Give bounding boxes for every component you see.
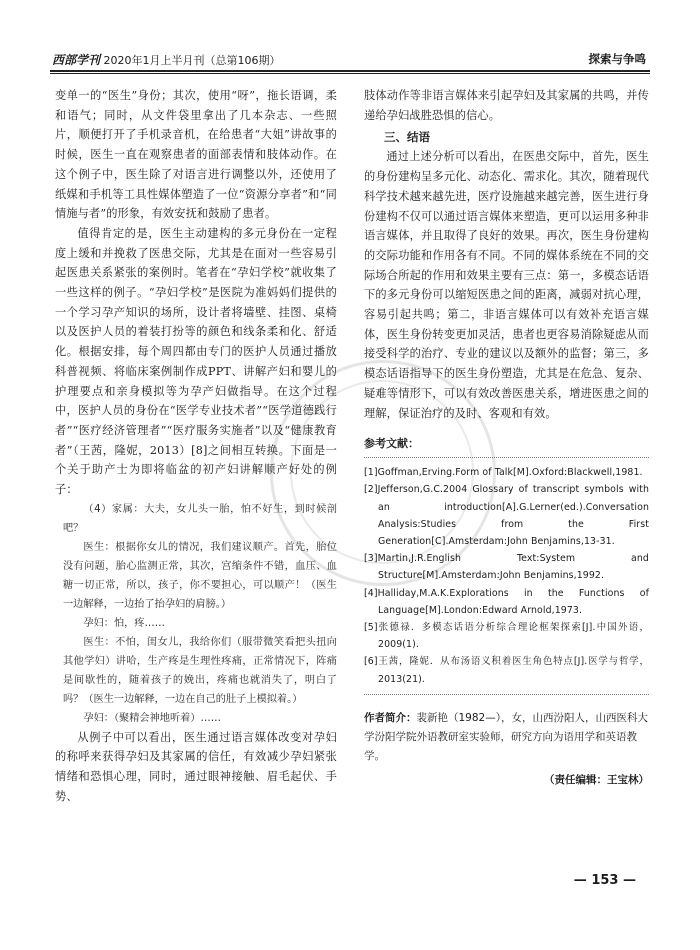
dialogue-line: （4）家属：大夫，女儿头一胎，怕不好生，到时候剖吧？ — [63, 503, 337, 534]
journal-brand: 西部学刊 — [52, 53, 101, 67]
paragraph: 值得肯定的是，医生主动建构的多元身份在一定程度上缓和并挽救了医患交际，尤其是在面对一些容易引起医患关系紧张的案例时。笔者在“孕妇学校”就收集了一些这样的例子。“孕妇学校”是医院为准妈妈们提供的一个学习孕产知识的场所，设计者将墙壁、挂图、桌椅以及医护人员的着装打扮等的颜色和线条柔和化、舒适化。根据安排，每个周四都由专门的医护人员通过播放科普视频、将临床案例制作成PPT、讲解产妇和婴儿的护理要点和亲身模拟等为孕产妇做指导。在这个过程中，医护人员的身份在“医学专业技术者”“医学道德践行者”“医疗经济管理者”“医疗服务实施者”以及“健康教育者”（王茜，隆妮，2013）[8]之间相互转换。下面是一个关于助产士为即将临盆的初产妇讲解顺产好处的例子： — [55, 226, 337, 497]
author-text: 裴新艳（1982—），女，山西汾阳人，山西医科大学汾阳学院外语教研室实验师，研究方向为语用学和英语教学。 — [364, 711, 648, 762]
paragraph: 肢体动作等非语言媒体来引起孕妇及其家属的共鸣，并传递给孕妇战胜恐惧的信心。 — [364, 89, 649, 122]
paragraph: 从例子中可以看出，医生通过语言媒体改变对孕妇的称呼来获得孕妇及其家属的信任，有效减少孕妇紧张情绪和恐惧心理，同时，通过眼神接触、眉毛起伏、手势、 — [55, 730, 337, 803]
reference-item: [3]Martin,J.R.English Text:System and Structure[M].Amsterdam:John Benjamins,1992. — [364, 553, 649, 582]
left-column — [55, 86, 337, 807]
page-number: — 153 — — [573, 873, 636, 888]
header-rule — [50, 70, 650, 72]
paragraph: 变单一的“医生”身份；其次，使用“呀”，拖长语调，柔和语气；同时，从文件袋里拿出了几本杂志、一些照片，顺便打开了手机录音机，在给患者“大姐”讲故事的时候，医生一直在观察患者的面部表情和肢体动作。在这个例子中，医生除了对语言进行调整以外，还使用了纸媒和手机等工具性媒体塑造了一位“资源分享者”和“同情施与者”的形象，有效安抚和鼓励了患者。 — [55, 89, 337, 221]
author-bio — [364, 709, 649, 766]
reference-item: [6]王茜，隆妮．从布汤语义积着医生角色特点[J].医学与哲学，2013(21). — [364, 656, 649, 685]
reference-item: [5]张德禄．多模态话语分析综合理论框架探索[J].中国外语，2009(1). — [364, 622, 649, 651]
dialogue-line: 医生：不怕，闺女儿，我给你们（服带微笑看把头扭向其他学妇）讲哈，生产疼是生理性疼痛，正常情况下，阵痛是间歇性的，随着孩子的娩出，疼痛也就消失了，明白了吗？（医生一边解释，一边在自己的肚子上模拟着。） — [63, 636, 337, 705]
reference-item: [1]Goffman,Erving.Form of Talk[M].Oxford:Blackwell,1981. — [364, 467, 643, 479]
paragraph: 通过上述分析可以看出，在医患交际中，首先，医生的身份建构呈多元化、动态化、需求化。其次，随着现代科学技术越来越先进，医疗设施越来越完善，医生进行身份建构不仅可以通过语言媒体来塑造，更可以运用多种非语言媒体，并且取得了良好的效果。再次，医生身份建构的交际功能和作用各有不同。不同的媒体系统在不同的交际场合所起的作用和效果主要有三点：第一，多模态话语下的多元身份可以缩短医患之间的距离，减弱对抗心理，容易引起共鸣；第二，非语言媒体可以有效补充语言媒体，医生身份转变更加灵活，患者也更容易消除疑虑从而接受科学的治疗、专业的建议以及额外的监督；第三，多模态话语指导下的医生身份塑造，尤其是在危急、复杂、疑难等情形下，可以有效改善医患关系，增进医患之间的理解，保证治疗的及时、客观和有效。 — [364, 150, 649, 420]
editor-credit: （责任编辑：王宝林） — [544, 773, 649, 786]
reference-list — [364, 464, 649, 688]
journal-issue: 2020年1月上半月刊（总第106期） — [103, 54, 281, 67]
divider — [364, 457, 649, 458]
dialogue-line: 医生：根据你女儿的情况，我们建议顺产。首先，胎位没有问题，胎心监测正常，其次，宫缩条件不错，血压、血糖一切正常，所以，孩子，你不要担心，可以顺产！（医生一边解释，一边抬了抬孕妇的肩膀。） — [63, 541, 337, 610]
reference-item: [4]Halliday,M.A.K.Explorations in the Functions of Language[M].London:Edward Arnold,1973. — [364, 587, 649, 616]
header-rule-thin — [50, 73, 650, 74]
author-label: 作者简介： — [364, 711, 417, 724]
right-column — [364, 86, 649, 787]
section-heading: 三、结语 — [384, 130, 430, 145]
dialogue-line: 孕妇：（聚精会神地听着）…… — [83, 712, 221, 724]
dialogue-line: 孕妇：怕，疼…… — [83, 617, 165, 629]
references-title: 参考文献： — [364, 437, 419, 451]
journal-header — [52, 51, 281, 68]
section-title: 探索与争鸣 — [588, 52, 646, 66]
divider — [364, 694, 649, 695]
reference-item: [2]Jefferson,G.C.2004 Glossary of transcript symbols with an introduction[A].G.Lerner(ed.).Conversation Analysis:Studies from the First Generation[C].Amsterdam:John Benjamins,13-31. — [364, 484, 649, 548]
